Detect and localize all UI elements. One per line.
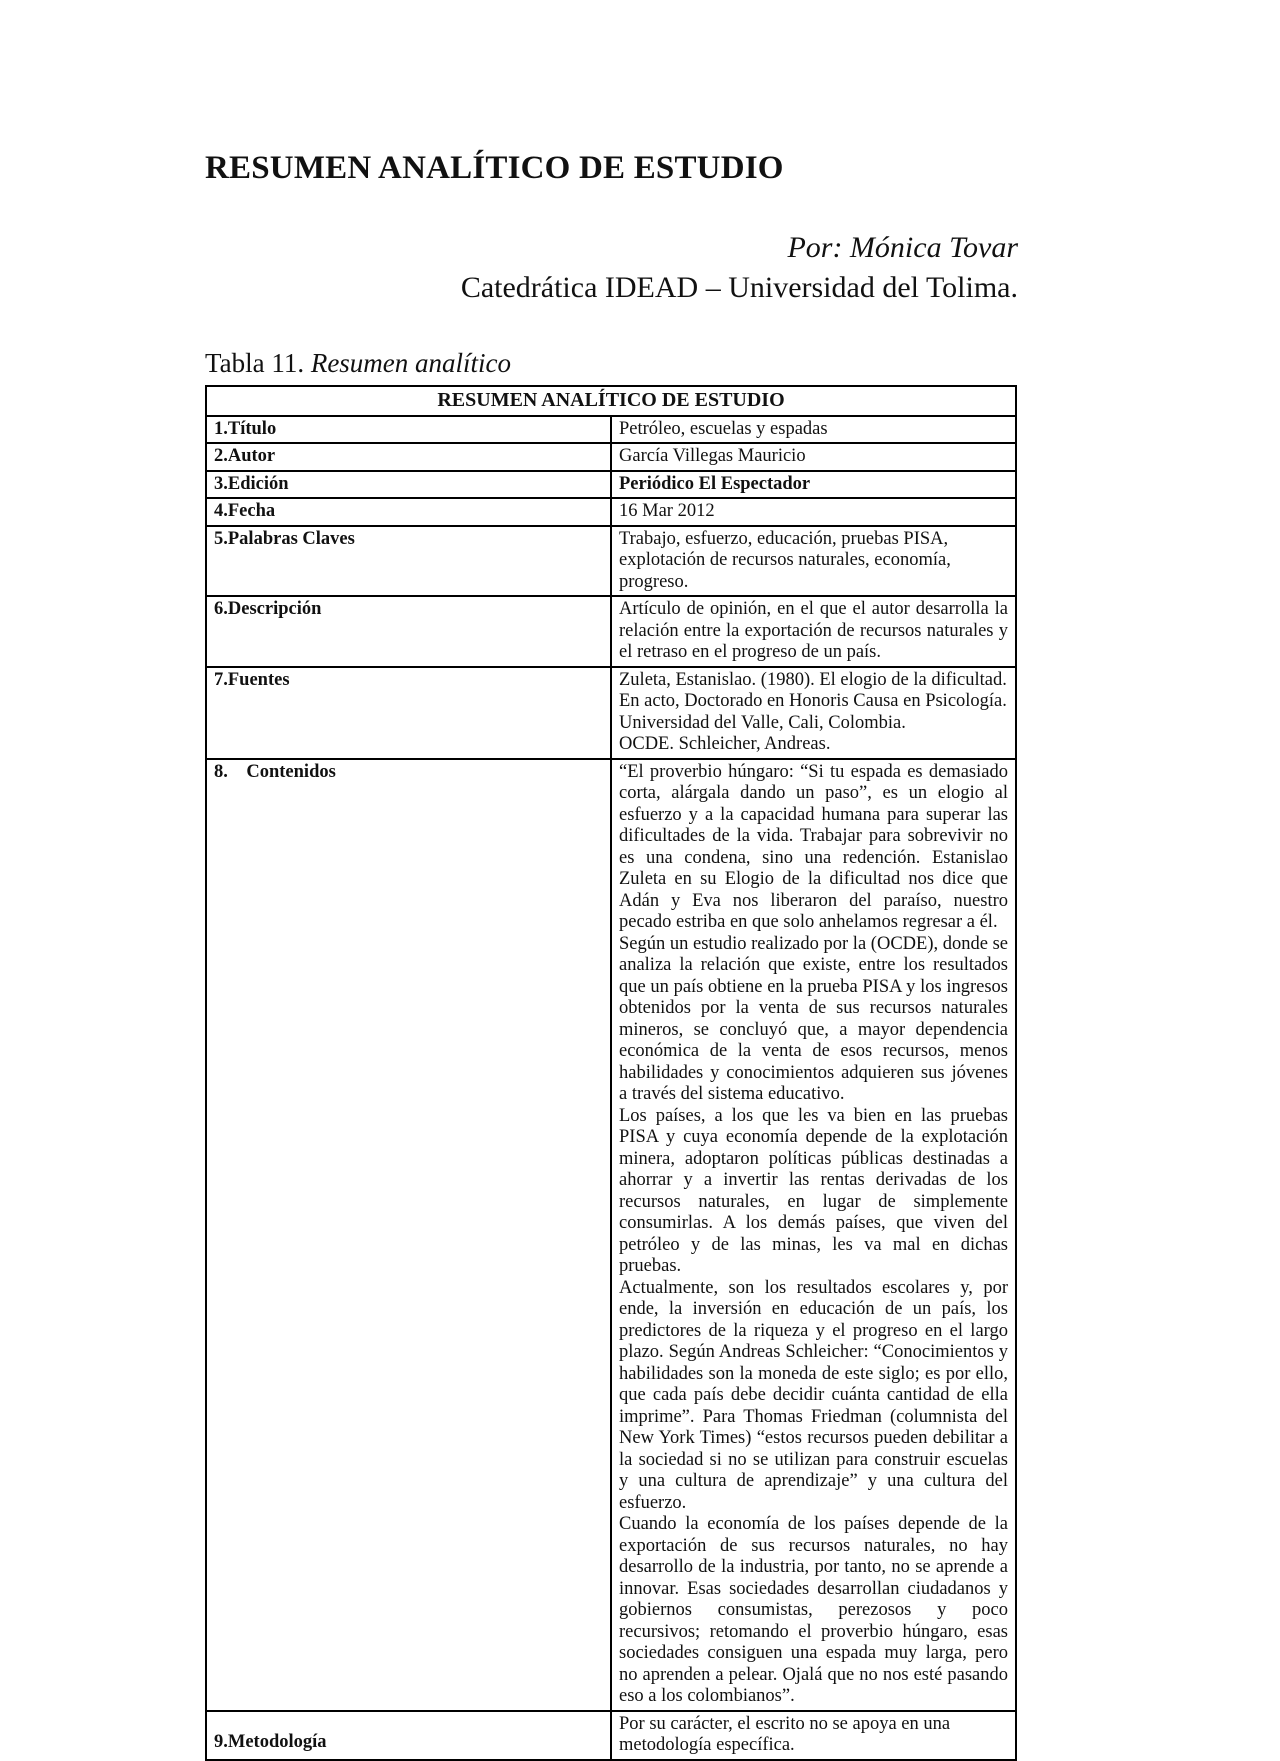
table-row <box>206 471 1016 499</box>
content-paragraph: Cuando la economía de los países depende de la exportación de sus recursos naturales, no hay desarrollo de la industria, por tanto, no se aprende a innovar. Esas sociedades desarrollan ciudadanos y gobiernos consumistas, perezosos y poco recursivos; retomando el proverbio húngaro, esas sociedades consiguen una espada muy larga, pero no aprenden a pelear. Ojalá que no nos esté pasando eso a los colombianos”. <box>619 1514 1008 1706</box>
table-header-row <box>206 386 1016 416</box>
row-label: 2.Autor <box>206 443 611 471</box>
table-row <box>206 498 1016 526</box>
row-value: Petróleo, escuelas y espadas <box>611 416 1016 444</box>
summary-table <box>205 385 1017 1761</box>
table-row <box>206 443 1016 471</box>
content-paragraph: Actualmente, son los resultados escolares y, por ende, la inversión en educación de un país, los predictores de la riqueza y el progreso en el largo plazo. Según Andreas Schleicher: “Conocimientos y habilidades son la moneda de este siglo; es por ello, que cada país debe decidir cuánta cantidad de ella imprime”. Para Thomas Friedman (columnista del New York Times) “estos recursos pueden debilitar a la sociedad si no se utilizan para construir escuelas y una cultura de aprendizaje” y una cultura del esfuerzo. <box>619 1277 1008 1513</box>
source-line: Zuleta, Estanislao. (1980). El elogio de la dificultad. En acto, Doctorado en Honoris Causa en Psicología. Universidad del Valle, Cali, Colombia. <box>619 669 1007 733</box>
table-caption <box>205 348 511 379</box>
row-value: García Villegas Mauricio <box>611 443 1016 471</box>
table-row <box>206 1711 1016 1760</box>
row-label: 4.Fecha <box>206 498 611 526</box>
row-value <box>611 667 1016 759</box>
table-row <box>206 526 1016 597</box>
row-label: 9.Metodología <box>206 1711 611 1760</box>
row-label: 6.Descripción <box>206 596 611 667</box>
table-row <box>206 759 1016 1711</box>
byline <box>461 228 1018 308</box>
content-paragraph: Según un estudio realizado por la (OCDE), donde se analiza la relación que existe, entre los resultados que un país obtiene en la prueba PISA y los ingresos obtenidos por la venta de sus recursos naturales mineros, se concluyó que, a mayor dependencia económica de la venta de esos recursos, menos habilidades y conocimientos adquieren sus jóvenes a través del sistema educativo. <box>619 933 1008 1104</box>
row-label: 5.Palabras Claves <box>206 526 611 597</box>
row-value: Periódico El Espectador <box>611 471 1016 499</box>
document-title: RESUMEN ANALÍTICO DE ESTUDIO <box>205 150 784 186</box>
byline-author: Por: Mónica Tovar <box>787 231 1018 264</box>
table-row <box>206 667 1016 759</box>
row-value: 16 Mar 2012 <box>611 498 1016 526</box>
summary-table-wrapper <box>205 385 1019 1755</box>
byline-affiliation: Catedrática IDEAD – Universidad del Tolima. <box>460 271 1018 304</box>
row-label: 7.Fuentes <box>206 667 611 759</box>
row-value: Trabajo, esfuerzo, educación, pruebas PISA, explotación de recursos naturales, economía, progreso. <box>611 526 1016 597</box>
caption-title: Resumen analítico <box>310 348 512 378</box>
table-row <box>206 596 1016 667</box>
row-value: Artículo de opinión, en el que el autor desarrolla la relación entre la exportación de recursos naturales y el retraso en el progreso de un país. <box>611 596 1016 667</box>
source-line: OCDE. Schleicher, Andreas. <box>619 734 831 754</box>
row-label: 3.Edición <box>206 471 611 499</box>
row-label: 8. Contenidos <box>206 759 611 1711</box>
content-paragraph: “El proverbio húngaro: “Si tu espada es demasiado corta, alárgala dando un paso”, es un elogio al esfuerzo y a la capacidad humana para superar las dificultades de la vida. Trabajar para sobrevivir no es una condena, sino una redención. Estanislao Zuleta en su Elogio de la dificultad nos dice que Adán y Eva nos liberaron del paraíso, nuestro pecado estriba en que solo anhelamos regresar a él. <box>619 761 1008 932</box>
row-label: 1.Título <box>206 416 611 444</box>
table-header: RESUMEN ANALÍTICO DE ESTUDIO <box>206 386 1016 416</box>
row-value <box>611 759 1016 1711</box>
caption-prefix: Tabla 11. <box>205 348 305 378</box>
content-paragraph: Los países, a los que les va bien en las pruebas PISA y cuya economía depende de la explotación minera, adoptaron políticas públicas destinadas a ahorrar y a invertir las rentas derivadas de los recursos naturales, en lugar de simplemente consumirlas. A los demás países, que viven del petróleo y de las minas, les va mal en dichas pruebas. <box>619 1105 1008 1276</box>
row-value: Por su carácter, el escrito no se apoya en una metodología específica. <box>611 1711 1016 1760</box>
table-row <box>206 416 1016 444</box>
